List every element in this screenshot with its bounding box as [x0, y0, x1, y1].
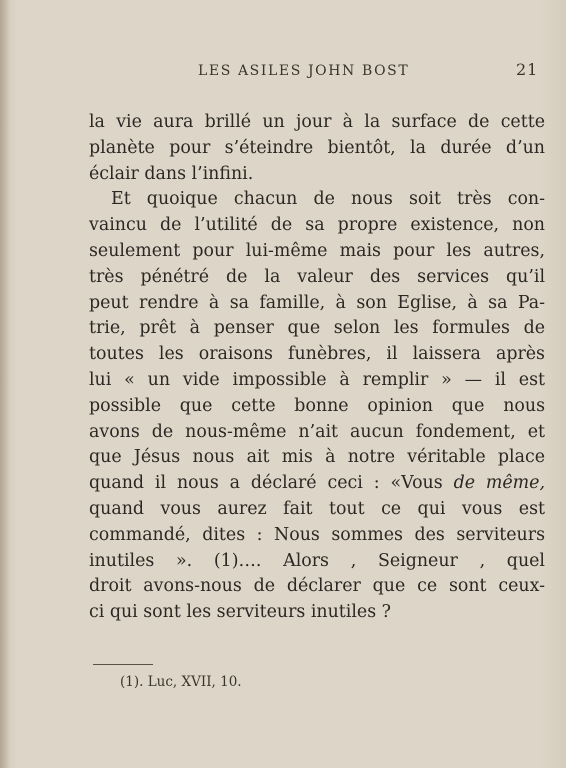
body-text	[89, 110, 545, 626]
text-line: commandé, dites : Nous sommes des serviteurs	[89, 524, 545, 545]
text-line-with-italic	[89, 471, 545, 497]
page-header	[0, 60, 566, 84]
text-line: éclair dans l’infini.	[89, 163, 254, 184]
italic-phrase: de même,	[453, 473, 545, 494]
running-title: LES ASILES JOHN BOST	[198, 63, 410, 79]
text-segment: quand il nous a déclaré ceci : «Vous	[89, 473, 454, 494]
text-line: toutes les oraisons funèbres, il laissera après	[89, 344, 545, 365]
text-line: planète pour s’éteindre bientôt, la durée d’un	[89, 137, 545, 158]
text-line: trie, prêt à penser que selon les formules de	[89, 318, 545, 339]
text-line: vaincu de l’utilité de sa propre existence, non	[89, 215, 545, 236]
text-line: avons de nous-même n’ait aucun fondement, et	[89, 421, 545, 442]
text-line: droit avons-nous de déclarer que ce sont ceux-	[89, 576, 545, 597]
text-line: la vie aura brillé un jour à la surface de cette	[89, 112, 545, 132]
text-line: quand vous aurez fait tout ce qui vous est	[89, 498, 545, 519]
spine-shadow	[0, 0, 10, 768]
text-line: inutiles ». (1)…. Alors , Seigneur , quel	[89, 550, 545, 571]
text-line: Et quoique chacun de nous soit très con-	[111, 189, 545, 210]
footnote: (1). Luc, XVII, 10.	[120, 674, 242, 690]
text-line: seulement pour lui-même mais pour les autres,	[89, 240, 545, 261]
text-line: lui « un vide impossible à remplir » — il est	[89, 369, 545, 390]
text-line: que Jésus nous ait mis à notre véritable place	[89, 447, 545, 468]
text-line: ci qui sont les serviteurs inutiles ?	[89, 602, 391, 623]
footnote-rule	[93, 664, 153, 665]
text-line: très pénétré de la valeur des services qu’il	[89, 266, 545, 287]
text-line: possible que cette bonne opinion que nous	[89, 395, 545, 416]
page-number: 21	[516, 60, 539, 79]
text-line: peut rendre à sa famille, à son Eglise, à sa Pa-	[89, 292, 545, 313]
